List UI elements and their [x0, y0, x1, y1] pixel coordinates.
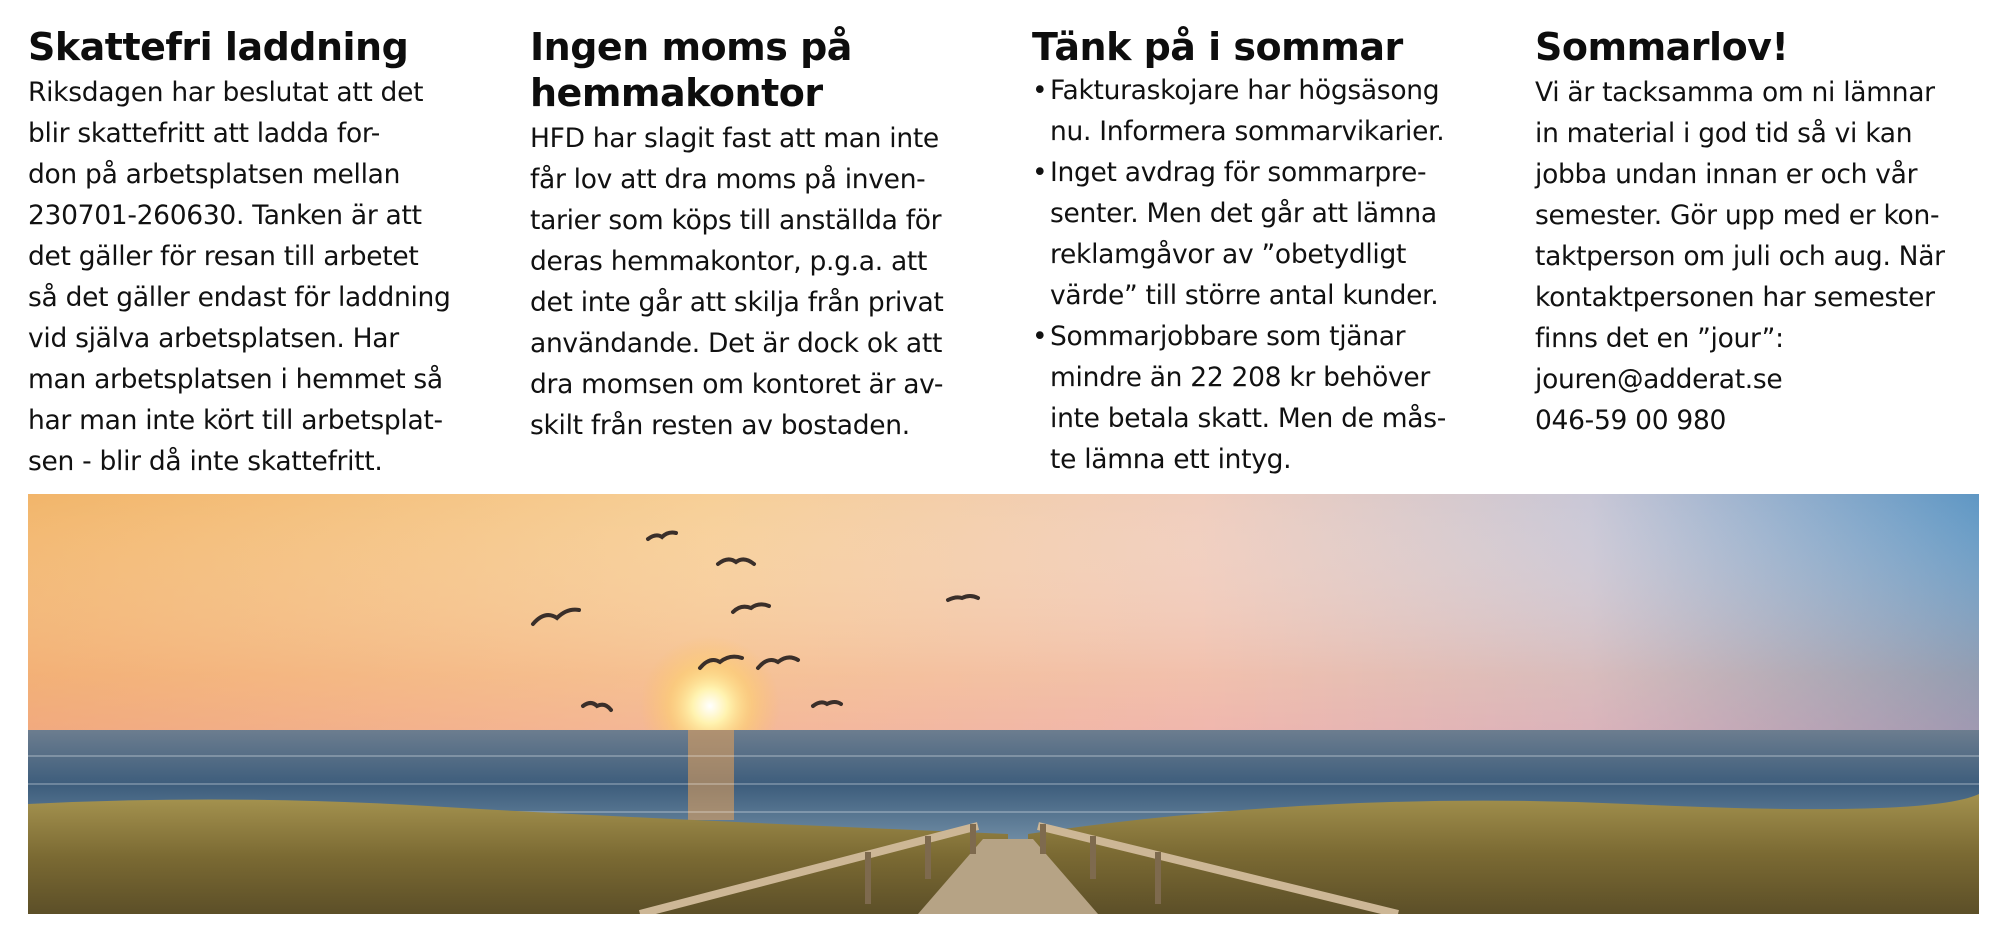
- list-item: [1032, 316, 1492, 480]
- bullet-icon: •: [1032, 157, 1048, 188]
- article-title: Ingen moms på hemmakontor: [530, 25, 852, 115]
- list-item: [1032, 70, 1492, 152]
- sunset-beach-boardwalk-image: [28, 494, 1979, 914]
- bullet-list: [1032, 70, 1492, 480]
- list-item-text: Sommarjobbare som tjänar mindre än 22 208 kr behöver inte betala skatt. Men de mås- te lämna ett intyg.: [1050, 321, 1446, 475]
- article-body: Vi är tacksamma om ni lämnar in material i god tid så vi kan jobba undan innan er och vår semester. Gör upp med er kon- taktperson om juli och aug. När kontaktpersonen har semester finns det en ”jour”: jouren@adderat.se 046-59 00 980: [1535, 77, 1945, 436]
- article-tank-pa-i-sommar: [1032, 24, 1492, 480]
- bullet-icon: •: [1032, 321, 1048, 352]
- list-item: [1032, 152, 1492, 316]
- list-item-text: Inget avdrag för sommarpre- senter. Men det går att lämna reklamgåvor av ”obetydligt värde” till större antal kunder.: [1050, 157, 1439, 311]
- bullet-icon: •: [1032, 75, 1048, 106]
- article-body: HFD har slagit fast att man inte får lov att dra moms på inven- tarier som köps till anställda för deras hemmakontor, p.g.a. att det inte går att skilja från privat användande. Det är dock ok att dra momsen om kontoret är av- skilt från resten av bostaden.: [530, 123, 944, 441]
- article-ingen-moms: [530, 24, 990, 446]
- article-skattefri-laddning: [28, 24, 488, 482]
- article-sommarlov: [1535, 24, 1995, 441]
- list-item-text: Fakturaskojare har högsäsong nu. Informera sommarvikarier.: [1050, 75, 1445, 147]
- article-title: Skattefri laddning: [28, 25, 409, 69]
- article-title: Tänk på i sommar: [1032, 25, 1403, 69]
- article-body: Riksdagen har beslutat att det blir skattefritt att ladda for- don på arbetsplatsen mellan 230701-260630. Tanken är att det gäller för resan till arbetet så det gäller endast för laddning vid själva arbetsplatsen. Har man arbetsplatsen i hemmet så har man inte kört till arbetsplat- sen - blir då inte skattefritt.: [28, 77, 451, 477]
- article-title: Sommarlov!: [1535, 25, 1789, 69]
